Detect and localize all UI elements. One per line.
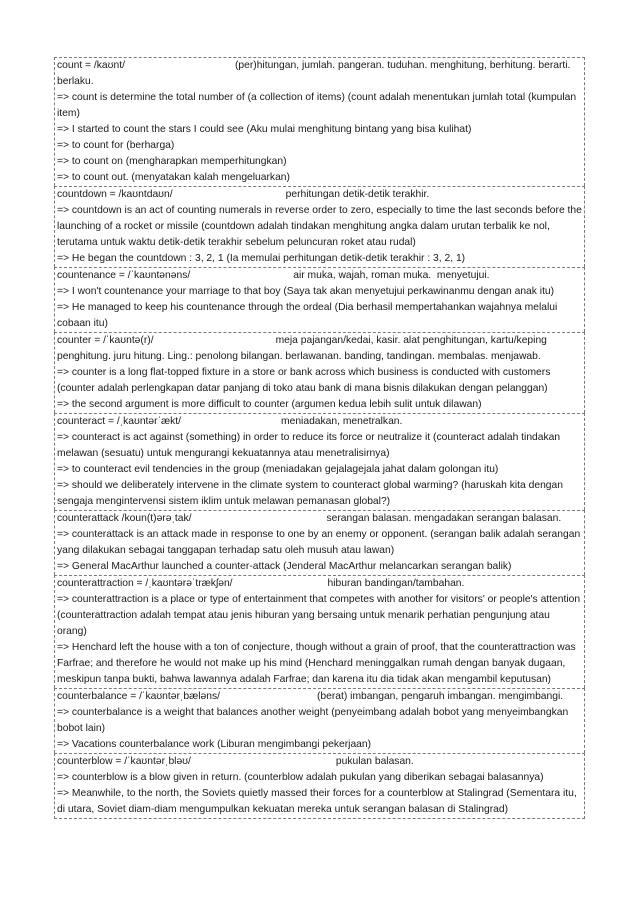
- entry-example-line: => General MacArthur launched a counter-attack (Jenderal MacArthur melancarkan serangan balik): [57, 561, 512, 572]
- entry-term: counterattack /koun(t)ərəˌtak/: [57, 513, 192, 524]
- entry-example-line: => He managed to keep his countenance through the ordeal (Dia berhasil mempertahankan wajahnya melalui cobaan itu): [57, 302, 558, 329]
- entry-example-line: => should we deliberately intervene in the climate system to counteract global warming? (haruskah kita dengan sengaja mengintervensi sistem iklim untuk melawan pemanasan global?): [57, 480, 563, 507]
- dictionary-entry: [54, 186, 585, 267]
- entry-headline: [57, 268, 582, 284]
- entry-example-line: => counter is a long flat-topped fixture in a store or bank across which business is conducted with customers (counter adalah perlengkapan datar panjang di toko atau bank di mana bisnis dilakukan dengan pelanggan): [57, 367, 551, 394]
- entry-example-line: => to count on (mengharapkan memperhitungkan): [57, 156, 287, 167]
- entry-headline: [57, 754, 582, 770]
- entry-example-line: => to count for (berharga): [57, 140, 175, 151]
- dictionary-entry: [54, 510, 585, 575]
- entry-term: counterattraction = /ˌkaʊntərəˈtrækʃən/: [57, 578, 233, 589]
- entry-term: countdown = /kaʊntdaʊn/: [57, 189, 173, 200]
- entry-example-line: => counterbalance is a weight that balances another weight (penyeimbang adalah bobot yang menyeimbangkan bobot lain): [57, 707, 569, 734]
- dictionary-entry: [54, 57, 585, 186]
- entry-example-line: => counteract is act against (something) in order to reduce its force or neutralize it (counteract adalah tindakan melawan (sesuatu) untuk mengurangi kekuatannya atau menetralisirnya): [57, 432, 561, 459]
- entry-headline: [57, 689, 582, 705]
- dictionary-entry: [54, 753, 585, 819]
- entry-gloss: (per)hitungan, jumlah. pangeran. tuduhan. menghitung, berhitung. berarti. berlaku.: [57, 60, 574, 87]
- entry-headline: [57, 58, 582, 90]
- entry-example-line: => Vacations counterbalance work (Liburan mengimbangi pekerjaan): [57, 739, 372, 750]
- dictionary-entry: [54, 267, 585, 332]
- entry-gloss: hiburan bandingan/tambahan.: [327, 578, 465, 589]
- entry-example-line: => the second argument is more difficult to counter (argumen kedua lebih sulit untuk dilawan): [57, 399, 482, 410]
- entry-example-line: => counterblow is a blow given in return. (counterblow adalah pukulan yang diberikan sebagai balasannya): [57, 772, 544, 783]
- entry-example-line: => Henchard left the house with a ton of conjecture, though without a grain of proof, that the counterattraction was Farfrae; and therefore he would not make up his mind (Henchard meninggalkan rumah dengan banyak dugaan, meskipun tanpa bukti, bahwa lawannya adalah Farfrae; dan karena itu dia tidak akan mengambil keputusan): [57, 642, 576, 685]
- entry-example-line: => to counteract evil tendencies in the group (meniadakan gejalagejala jahat dalam golongan itu): [57, 464, 499, 475]
- entry-term: counterblow = /ˈkaʊntərˌbləʊ/: [57, 756, 191, 767]
- dictionary-entry: [54, 688, 585, 753]
- dictionary-sheet: [54, 57, 585, 819]
- entry-term: counteract = /ˌkaʊntərˈækt/: [57, 416, 182, 427]
- entry-example-line: => to count out. (menyatakan kalah mengeluarkan): [57, 172, 290, 183]
- entry-example-line: => I won't countenance your marriage to that boy (Saya tak akan menyetujui perkawinanmu dengan anak itu): [57, 286, 555, 297]
- entry-example-line: => countdown is an act of counting numerals in reverse order to zero, especially to time the last seconds before the launching of a rocket or missile (countdown adalah tindakan menghitung angka dalam urutan terbalik ke nol, terutama untuk waktu detik-detik terakhir sebelum peluncuran roket atau rudal): [57, 205, 582, 248]
- entry-example-line: => He began the countdown : 3, 2, 1 (Ia memulai perhitungan detik-detik terakhir : 3, 2, 1): [57, 253, 466, 264]
- entry-headline: [57, 333, 582, 365]
- entry-headline: [57, 511, 582, 527]
- entry-gloss: pukulan balasan.: [335, 756, 414, 767]
- dictionary-entry: [54, 332, 585, 413]
- entry-example-line: => counterattraction is a place or type of entertainment that competes with another for visitors' or people's attention (counterattraction adalah tempat atau jenis hiburan yang bersaing untuk menarik perhatian pengunjung atau orang): [57, 594, 581, 637]
- entry-headline: [57, 576, 582, 592]
- entry-example-line: => counterattack is an attack made in response to one by an enemy or opponent. (serangan balik adalah serangan yang dilakukan sebagai tanggapan terhadap satu oleh musuh atau lawan): [57, 529, 581, 556]
- entry-term: count = /kaʊnt/: [57, 60, 125, 71]
- entry-term: counterbalance = /ˈkaʊntərˌbæləns/: [57, 691, 220, 702]
- entry-gloss: air muka, wajah, roman muka. menyetujui.: [293, 270, 490, 281]
- entry-gloss: perhitungan detik-detik terakhir.: [285, 189, 430, 200]
- entry-example-line: => I started to count the stars I could see (Aku mulai menghitung bintang yang bisa kulihat): [57, 124, 472, 135]
- entry-gloss: meja pajangan/kedai, kasir. alat penghitungan, kartu/keping penghitung. juru hitung. Ling.: penolong bilangan. berlawanan. banding, tandingan. membalas. menjawab.: [57, 335, 550, 362]
- dictionary-entry: [54, 413, 585, 510]
- entry-gloss: (berat) imbangan, pengaruh imbangan. mengimbangi.: [316, 691, 564, 702]
- entry-gloss: serangan balasan. mengadakan serangan balasan.: [326, 513, 562, 524]
- entry-example-line: => count is determine the total number of (a collection of items) (count adalah menentukan jumlah total (kumpulan item): [57, 92, 577, 119]
- entry-gloss: meniadakan, menetralkan.: [281, 416, 403, 427]
- entry-term: counter = /ˈkaʊntə(r)/: [57, 335, 154, 346]
- entry-term: countenance = /ˈkaʊntənəns/: [57, 270, 191, 281]
- entry-headline: [57, 414, 582, 430]
- entry-headline: [57, 187, 582, 203]
- dictionary-entry: [54, 575, 585, 688]
- entry-example-line: => Meanwhile, to the north, the Soviets quietly massed their forces for a counterblow at Stalingrad (Sementara itu, di utara, Soviet diam-diam mengumpulkan kekuatan mereka untuk serangan balasan di Stalingrad): [57, 788, 577, 815]
